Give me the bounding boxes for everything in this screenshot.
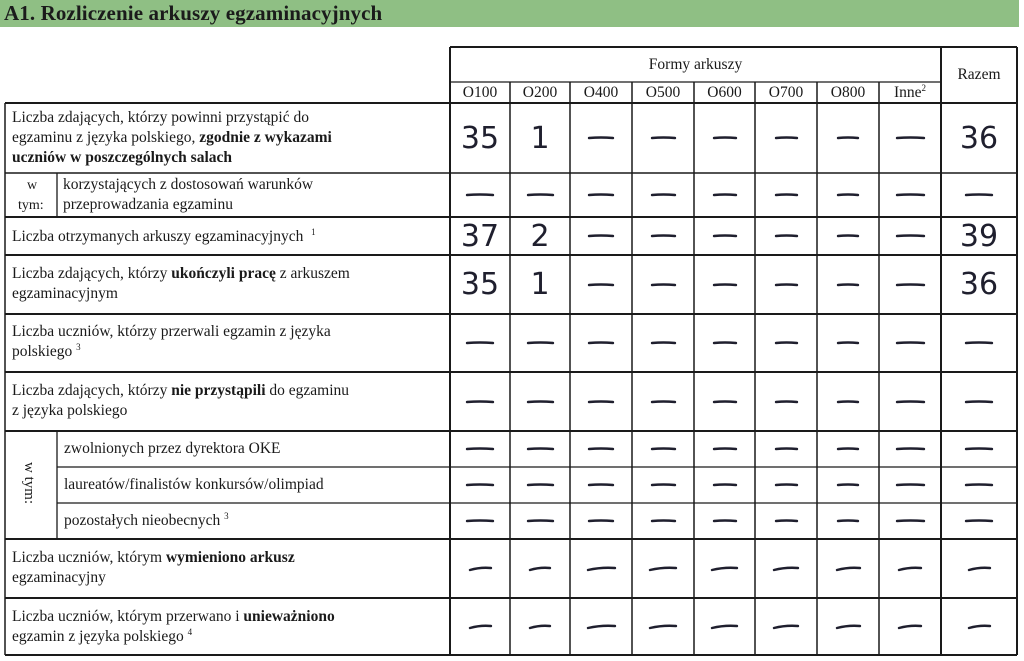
- dash-mark: [968, 622, 991, 632]
- value-r7-col3[interactable]: [570, 431, 632, 467]
- dash-mark: [837, 231, 859, 241]
- dash-mark: [466, 338, 494, 348]
- value-r6-col3[interactable]: [570, 372, 632, 431]
- value-r2-col8[interactable]: [879, 173, 941, 217]
- value-r3-col5[interactable]: [694, 217, 755, 255]
- dash-mark: [651, 190, 676, 200]
- dash-mark: [651, 280, 676, 290]
- dash-mark: [965, 397, 993, 407]
- dash-mark: [837, 133, 859, 143]
- dash-mark: [837, 516, 859, 526]
- dash-mark: [466, 397, 494, 407]
- dash-mark: [588, 280, 614, 290]
- dash-mark: [896, 338, 925, 348]
- dash-mark: [587, 564, 616, 574]
- value-r9-col2[interactable]: [510, 503, 570, 539]
- col-header-inne-label: Inne: [893, 84, 922, 101]
- row11-label: Liczba uczniów, którym przerwano i unieważniono egzamin z języka polskiego $^4$: [12, 608, 335, 645]
- value-r4-col5[interactable]: [694, 255, 755, 314]
- value-r7-col5[interactable]: [694, 431, 755, 467]
- dash-mark: [527, 516, 554, 526]
- value-r9-col8[interactable]: [879, 503, 941, 539]
- dash-mark: [588, 444, 614, 454]
- value-r11-col1[interactable]: [450, 598, 510, 655]
- value-r4-col3[interactable]: [570, 255, 632, 314]
- row8-label: laureatów/finalistów konkursów/olimpiad: [64, 476, 324, 493]
- wtym-vertical-label: w tym:: [21, 462, 37, 505]
- col-header-inne: [879, 84, 941, 102]
- dash-mark: [896, 480, 925, 490]
- value-r10-col3[interactable]: [570, 539, 632, 598]
- value-r11-col9[interactable]: [941, 598, 1017, 655]
- value-r7-col6[interactable]: [755, 431, 817, 467]
- value-r1-col2[interactable]: 1: [530, 120, 550, 156]
- dash-mark: [775, 516, 798, 526]
- value-r5-col2[interactable]: [510, 314, 570, 372]
- value-r11-col5[interactable]: [694, 598, 755, 655]
- value-r1-col1[interactable]: 35: [460, 120, 500, 156]
- dash-mark: [836, 622, 861, 632]
- row1-label: Liczba zdających, którzy powinni przystąpić do egzaminu z języka polskiego, zgodnie z wykazami uczniów w poszczególnych salach: [12, 109, 332, 166]
- value-r11-col6[interactable]: [755, 598, 817, 655]
- value-r4-col6[interactable]: [755, 255, 817, 314]
- value-r2-col4[interactable]: [632, 173, 694, 217]
- dash-mark: [711, 564, 738, 574]
- dash-mark: [466, 516, 494, 526]
- value-r9-col4[interactable]: [632, 503, 694, 539]
- dash-mark: [775, 133, 798, 143]
- value-r5-col7[interactable]: [817, 314, 879, 372]
- dash-mark: [837, 280, 859, 290]
- value-r6-col6[interactable]: [755, 372, 817, 431]
- dash-mark: [775, 190, 798, 200]
- value-r1-col7[interactable]: [817, 103, 879, 173]
- dash-mark: [713, 397, 737, 407]
- value-r6-col8[interactable]: [879, 372, 941, 431]
- dash-mark: [649, 622, 677, 632]
- value-r3-col8[interactable]: [879, 217, 941, 255]
- section-title: A1. Rozliczenie arkuszy egzaminacyjnych: [4, 1, 383, 25]
- value-r1-col9[interactable]: 36: [959, 120, 999, 156]
- dash-mark: [711, 622, 738, 632]
- value-r10-col4[interactable]: [632, 539, 694, 598]
- value-r11-col7[interactable]: [817, 598, 879, 655]
- dash-mark: [965, 338, 993, 348]
- dash-mark: [896, 133, 925, 143]
- value-r8-col8[interactable]: [879, 467, 941, 503]
- value-r3-col4[interactable]: [632, 217, 694, 255]
- dash-mark: [965, 516, 993, 526]
- dash-mark: [588, 338, 614, 348]
- col-header-O100: O100: [462, 84, 498, 101]
- dash-mark: [896, 444, 925, 454]
- value-r10-col5[interactable]: [694, 539, 755, 598]
- dash-mark: [837, 480, 859, 490]
- dash-mark: [713, 190, 737, 200]
- value-r8-col6[interactable]: [755, 467, 817, 503]
- total-header: Razem: [957, 66, 1001, 83]
- value-r3-col2[interactable]: 2: [530, 218, 550, 254]
- value-r4-col8[interactable]: [879, 255, 941, 314]
- dash-mark: [775, 480, 798, 490]
- dash-mark: [713, 480, 737, 490]
- dash-mark: [529, 564, 551, 574]
- dash-mark: [713, 444, 737, 454]
- value-r8-col2[interactable]: [510, 467, 570, 503]
- dash-mark: [837, 338, 859, 348]
- dash-mark: [775, 280, 798, 290]
- dash-mark: [588, 397, 614, 407]
- value-r4-col7[interactable]: [817, 255, 879, 314]
- value-r7-col8[interactable]: [879, 431, 941, 467]
- value-r2-col5[interactable]: [694, 173, 755, 217]
- value-r10-col9[interactable]: [941, 539, 1017, 598]
- dash-mark: [527, 190, 554, 200]
- value-r8-col3[interactable]: [570, 467, 632, 503]
- value-r11-col8[interactable]: [879, 598, 941, 655]
- value-r5-col4[interactable]: [632, 314, 694, 372]
- row2-wtym: w tym:: [18, 178, 44, 213]
- value-r7-col1[interactable]: [450, 431, 510, 467]
- dash-mark: [588, 480, 614, 490]
- value-r2-col1[interactable]: [450, 173, 510, 217]
- dash-mark: [651, 516, 676, 526]
- col-header-O600: O600: [707, 84, 742, 101]
- value-r8-col9[interactable]: [941, 467, 1017, 503]
- row4-label: Liczba zdających, którzy ukończyli pracę z arkuszem egzaminacyjnym: [12, 265, 350, 302]
- value-r6-col2[interactable]: [510, 372, 570, 431]
- dash-mark: [527, 444, 554, 454]
- dash-mark: [836, 564, 861, 574]
- row2-label: korzystających z dostosowań warunków przeprowadzania egzaminu: [63, 176, 314, 213]
- value-r1-col8[interactable]: [879, 103, 941, 173]
- value-r3-col3[interactable]: [570, 217, 632, 255]
- value-r2-col9[interactable]: [941, 173, 1017, 217]
- value-r8-col7[interactable]: [817, 467, 879, 503]
- dash-mark: [775, 397, 798, 407]
- value-r7-col9[interactable]: [941, 431, 1017, 467]
- col-header-O700: O700: [768, 84, 804, 101]
- value-r9-col1[interactable]: [450, 503, 510, 539]
- value-r7-col4[interactable]: [632, 431, 694, 467]
- value-r11-col3[interactable]: [570, 598, 632, 655]
- dash-mark: [469, 564, 492, 574]
- value-r9-col6[interactable]: [755, 503, 817, 539]
- dash-mark: [588, 231, 614, 241]
- value-r6-col9[interactable]: [941, 372, 1017, 431]
- dash-mark: [837, 444, 859, 454]
- value-r2-col7[interactable]: [817, 173, 879, 217]
- dash-mark: [651, 133, 676, 143]
- col-header-O400: O400: [583, 84, 619, 101]
- dash-mark: [968, 564, 991, 574]
- dash-mark: [469, 622, 492, 632]
- dash-mark: [466, 190, 494, 200]
- dash-mark: [527, 480, 554, 490]
- row6-label: Liczba zdających, którzy nie przystąpili do egzaminu z języka polskiego: [12, 382, 350, 419]
- dash-mark: [898, 622, 922, 632]
- value-r4-col9[interactable]: 36: [959, 267, 999, 302]
- value-r7-col2[interactable]: [510, 431, 570, 467]
- dash-mark: [651, 397, 676, 407]
- col-header-O800: O800: [830, 84, 866, 101]
- forms-header: Formy arkuszy: [648, 56, 743, 73]
- dash-mark: [651, 338, 676, 348]
- value-r10-col8[interactable]: [879, 539, 941, 598]
- value-r9-col9[interactable]: [941, 503, 1017, 539]
- value-r1-col3[interactable]: [570, 103, 632, 173]
- row7-label: zwolnionych przez dyrektora OKE: [64, 440, 281, 457]
- col-header-O200: O200: [522, 84, 558, 101]
- value-r5-col5[interactable]: [694, 314, 755, 372]
- dash-mark: [965, 480, 993, 490]
- value-r1-col4[interactable]: [632, 103, 694, 173]
- dash-mark: [896, 231, 925, 241]
- value-r8-col4[interactable]: [632, 467, 694, 503]
- value-r9-col3[interactable]: [570, 503, 632, 539]
- dash-mark: [588, 516, 614, 526]
- dash-mark: [965, 190, 993, 200]
- dash-mark: [775, 338, 798, 348]
- value-r11-col2[interactable]: [510, 598, 570, 655]
- value-r6-col4[interactable]: [632, 372, 694, 431]
- value-r5-col3[interactable]: [570, 314, 632, 372]
- row10-label: Liczba uczniów, którym wymieniono arkusz egzaminacyjny: [12, 549, 295, 586]
- value-r10-col6[interactable]: [755, 539, 817, 598]
- dash-mark: [527, 397, 554, 407]
- dash-mark: [466, 480, 494, 490]
- dash-mark: [649, 564, 677, 574]
- value-r2-col6[interactable]: [755, 173, 817, 217]
- dash-mark: [837, 190, 859, 200]
- value-r10-col7[interactable]: [817, 539, 879, 598]
- dash-mark: [588, 190, 614, 200]
- dash-mark: [713, 280, 737, 290]
- dash-mark: [713, 338, 737, 348]
- dash-mark: [773, 564, 799, 574]
- dash-mark: [837, 397, 859, 407]
- value-r7-col7[interactable]: [817, 431, 879, 467]
- value-r3-col1[interactable]: 37: [460, 218, 500, 254]
- value-r6-col1[interactable]: [450, 372, 510, 431]
- value-r6-col5[interactable]: [694, 372, 755, 431]
- value-r11-col4[interactable]: [632, 598, 694, 655]
- dash-mark: [713, 133, 737, 143]
- value-r10-col1[interactable]: [450, 539, 510, 598]
- dash-mark: [651, 231, 676, 241]
- col-header-inne-sup: 2: [921, 82, 927, 93]
- value-r9-col5[interactable]: [694, 503, 755, 539]
- row9-label: pozostałych nieobecnych $^3$: [64, 510, 229, 529]
- value-r6-col7[interactable]: [817, 372, 879, 431]
- value-r4-col2[interactable]: 1: [530, 267, 550, 302]
- dash-mark: [898, 564, 922, 574]
- dash-mark: [466, 444, 494, 454]
- row5-label: Liczba uczniów, którzy przerwali egzamin z języka polskiego $^3$: [12, 323, 331, 360]
- value-r5-col1[interactable]: [450, 314, 510, 372]
- dash-mark: [896, 280, 925, 290]
- dash-mark: [775, 231, 798, 241]
- dash-mark: [896, 190, 925, 200]
- value-r3-col6[interactable]: [755, 217, 817, 255]
- dash-mark: [588, 133, 614, 143]
- value-r5-col8[interactable]: [879, 314, 941, 372]
- value-r8-col5[interactable]: [694, 467, 755, 503]
- dash-mark: [965, 444, 993, 454]
- value-r4-col4[interactable]: [632, 255, 694, 314]
- value-r3-col9[interactable]: 39: [959, 218, 999, 254]
- value-r5-col9[interactable]: [941, 314, 1017, 372]
- value-r1-col5[interactable]: [694, 103, 755, 173]
- dash-mark: [651, 444, 676, 454]
- dash-mark: [896, 516, 925, 526]
- value-r9-col7[interactable]: [817, 503, 879, 539]
- value-r8-col1[interactable]: [450, 467, 510, 503]
- dash-mark: [527, 338, 554, 348]
- value-r2-col2[interactable]: [510, 173, 570, 217]
- dash-mark: [587, 622, 616, 632]
- value-r10-col2[interactable]: [510, 539, 570, 598]
- dash-mark: [773, 622, 799, 632]
- col-header-O500: O500: [645, 84, 681, 101]
- row3-label: Liczba otrzymanych arkuszy egzaminacyjnych $^1$: [12, 226, 316, 245]
- dash-mark: [775, 444, 798, 454]
- value-r3-col7[interactable]: [817, 217, 879, 255]
- dash-mark: [713, 516, 737, 526]
- dash-mark: [651, 480, 676, 490]
- value-r1-col6[interactable]: [755, 103, 817, 173]
- value-r4-col1[interactable]: 35: [460, 267, 500, 302]
- value-r2-col3[interactable]: [570, 173, 632, 217]
- dash-mark: [713, 231, 737, 241]
- dash-mark: [896, 397, 925, 407]
- value-r5-col6[interactable]: [755, 314, 817, 372]
- dash-mark: [529, 622, 551, 632]
